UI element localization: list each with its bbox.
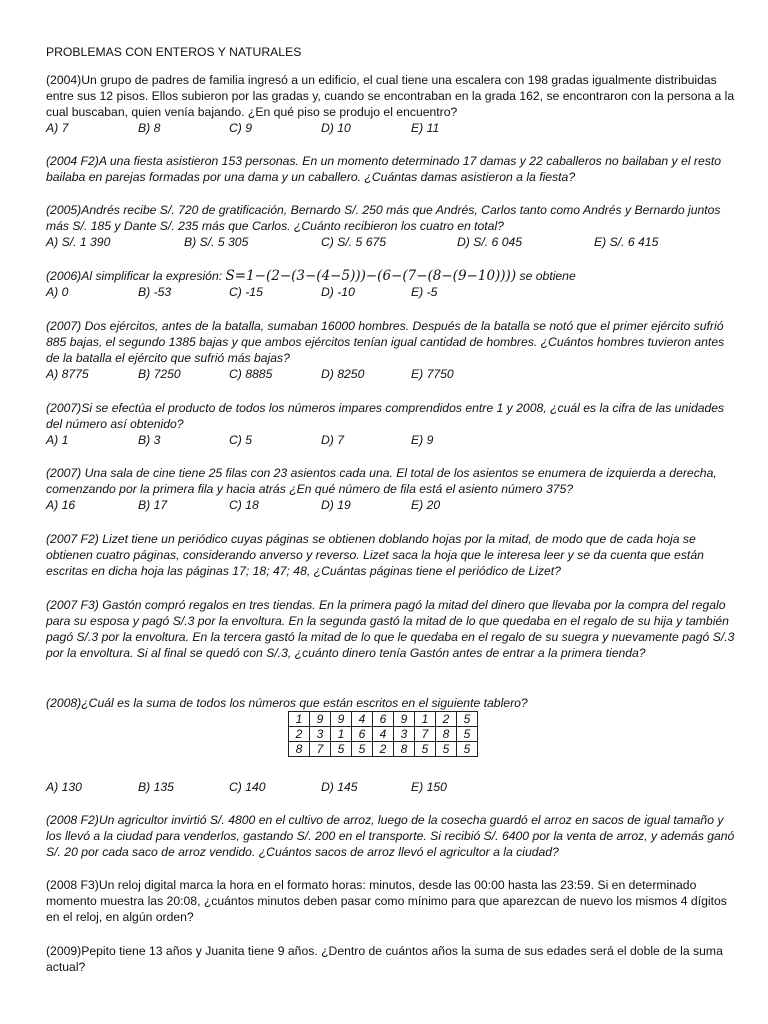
problem-text: (2009)Pepito tiene 13 años y Juanita tiene 9 años. ¿Dentro de cuántos años la suma de sus edades será el doble de la suma actual? bbox=[46, 944, 723, 974]
option-b: B) 7250 bbox=[138, 367, 181, 381]
option-d: D) 19 bbox=[321, 498, 351, 512]
option-c: C) S/. 5 675 bbox=[321, 235, 387, 249]
board-cell: 4 bbox=[352, 712, 373, 727]
board-cell: 1 bbox=[289, 712, 310, 727]
problem-2008-options bbox=[46, 779, 736, 795]
problem-text: (2008 F3)Un reloj digital marca la hora en el formato horas: minutos, desde las 00:00 hasta las 23:59. Si en determinado momento muestra las 20:08, ¿cuántos minutos deben pasar como mínimo para que aparezcan de nuevo los mismos 4 dígitos en el reloj, en algún orden? bbox=[46, 878, 727, 924]
problem-2008-f3 bbox=[46, 877, 736, 925]
option-c: C) 18 bbox=[229, 498, 259, 512]
board-cell: 7 bbox=[310, 742, 331, 757]
option-d: D) 145 bbox=[321, 780, 358, 794]
board-cell: 3 bbox=[310, 727, 331, 742]
problem-2004-f2 bbox=[46, 153, 736, 185]
board-cell: 3 bbox=[394, 727, 415, 742]
problem-text-before: (2006)Al simplificar la expresión: bbox=[46, 269, 223, 283]
answer-options bbox=[46, 497, 736, 513]
problem-text: (2007) Dos ejércitos, antes de la batalla, sumaban 16000 hombres. Después de la batalla se notó que el primer ejército sufrió 885 bajas, el segundo 1385 bajas y que ambos ejércitos tenían igual cantidad de hombres. ¿Cuántos hombres tuvieron antes de la batalla el ejército que sufrió más bajas? bbox=[46, 319, 725, 365]
board-cell: 9 bbox=[331, 712, 352, 727]
problem-2008 bbox=[46, 695, 736, 711]
answer-options bbox=[46, 234, 736, 250]
board-cell: 5 bbox=[415, 742, 436, 757]
board-cell: 4 bbox=[373, 727, 394, 742]
option-e: E) 20 bbox=[411, 498, 441, 512]
problem-text: (2005)Andrés recibe S/. 720 de gratificación, Bernardo S/. 250 más que Andrés, Carlos tanto como Andrés y Bernardo juntos más S/. 185 y Dante S/. 235 más que Carlos. ¿Cuánto recibieron los cuatro en total? bbox=[46, 203, 721, 233]
option-d: D) 7 bbox=[321, 433, 345, 447]
board-cell: 8 bbox=[436, 727, 457, 742]
number-board bbox=[288, 711, 478, 757]
option-d: D) 8250 bbox=[321, 367, 365, 381]
option-a: A) 16 bbox=[46, 498, 76, 512]
answer-options bbox=[46, 432, 736, 448]
problem-2004 bbox=[46, 72, 736, 136]
answer-options bbox=[46, 120, 736, 136]
board-cell: 5 bbox=[331, 742, 352, 757]
option-b: B) 17 bbox=[138, 498, 168, 512]
problem-2007-cine bbox=[46, 465, 736, 513]
option-b: B) 135 bbox=[138, 780, 174, 794]
board-cell: 9 bbox=[310, 712, 331, 727]
problem-2009 bbox=[46, 943, 736, 975]
board-cell: 1 bbox=[415, 712, 436, 727]
problem-text: (2008)¿Cuál es la suma de todos los números que están escritos en el siguiente tablero? bbox=[46, 696, 528, 710]
problem-2007-impares bbox=[46, 400, 736, 448]
board-row bbox=[289, 712, 478, 727]
option-e: E) -5 bbox=[411, 285, 438, 299]
board-cell: 6 bbox=[352, 727, 373, 742]
option-e: E) 11 bbox=[411, 121, 440, 135]
board-cell: 5 bbox=[457, 712, 478, 727]
board-cell: 2 bbox=[289, 727, 310, 742]
option-c: C) 140 bbox=[229, 780, 266, 794]
document-title: PROBLEMAS CON ENTEROS Y NATURALES bbox=[46, 45, 302, 59]
problem-text: (2004 F2)A una fiesta asistieron 153 personas. En un momento determinado 17 damas y 22 caballeros no bailaban y el resto bailaba en parejas formadas por una dama y un caballero. ¿Cuántas damas asistieron a la fiesta? bbox=[46, 154, 722, 184]
option-c: C) -15 bbox=[229, 285, 263, 299]
board-cell: 6 bbox=[373, 712, 394, 727]
option-a: A) 0 bbox=[46, 285, 69, 299]
problem-text: (2004)Un grupo de padres de familia ingresó a un edificio, el cual tiene una escalera con 198 gradas igualmente distribuidas entre sus 12 pisos. Ellos subieron por las gradas y, cuando se encontraban en la grada 162, se encontraron con la persona a la cual buscaban, quien venía bajando. ¿En qué piso se produjo el encuentro? bbox=[46, 73, 735, 119]
option-a: A) 8775 bbox=[46, 367, 89, 381]
board-cell: 2 bbox=[373, 742, 394, 757]
problem-text: (2008 F2)Un agricultor invirtió S/. 4800 en el cultivo de arroz, luego de la cosecha guardó el arroz en sacos de igual tamaño y los llevó a la ciudad para venderlos, gastando S/. 200 en el transporte. Si recibió S/. 6400 por la venta de arroz, y además ganó S/. 20 por cada saco de arroz vendido. ¿Cuántos sacos de arroz llevó el agricultor a la ciudad? bbox=[46, 813, 735, 859]
board-row bbox=[289, 727, 478, 742]
option-b: B) -53 bbox=[138, 285, 172, 299]
option-b: B) 3 bbox=[138, 433, 161, 447]
problem-2006 bbox=[46, 268, 736, 300]
problem-2007-f2 bbox=[46, 531, 736, 579]
option-e: E) S/. 6 415 bbox=[594, 235, 659, 249]
board-cell: 7 bbox=[415, 727, 436, 742]
board-cell: 8 bbox=[394, 742, 415, 757]
option-c: C) 5 bbox=[229, 433, 253, 447]
option-b: B) 8 bbox=[138, 121, 161, 135]
board-cell: 1 bbox=[331, 727, 352, 742]
option-c: C) 9 bbox=[229, 121, 253, 135]
option-d: D) S/. 6 045 bbox=[457, 235, 523, 249]
board-cell: 5 bbox=[436, 742, 457, 757]
problem-line bbox=[46, 268, 736, 284]
option-d: D) 10 bbox=[321, 121, 351, 135]
board-cell: 8 bbox=[289, 742, 310, 757]
problem-2007-ejercitos bbox=[46, 318, 736, 382]
board-cell: 9 bbox=[394, 712, 415, 727]
math-expression: S=1−(2−(3−(4−5)))−(6−(7−(8−(9−10)))) bbox=[225, 268, 517, 284]
problem-text: (2007)Si se efectúa el producto de todos los números impares comprendidos entre 1 y 2008, ¿cuál es la cifra de las unidades del número así obtenido? bbox=[46, 401, 725, 431]
option-d: D) -10 bbox=[321, 285, 355, 299]
board-cell: 5 bbox=[352, 742, 373, 757]
board-cell: 5 bbox=[457, 742, 478, 757]
board-cell: 5 bbox=[457, 727, 478, 742]
answer-options bbox=[46, 284, 736, 300]
problem-text: (2007) Una sala de cine tiene 25 filas con 23 asientos cada una. El total de los asientos se enumera de izquierda a derecha, comenzando por la primera fila y hacia atrás ¿En qué número de fila está el asiento número 375? bbox=[46, 466, 717, 496]
problem-text: (2007 F3) Gastón compró regalos en tres tiendas. En la primera pagó la mitad del dinero que llevaba por la compra del regalo para su esposa y pagó S/.3 por la envoltura. En la segunda gastó la mitad de lo que quedaba en el regalo de su hija y también pagó S/.3 por la envoltura. En la tercera gastó la mitad de lo que le quedaba en el regalo de su suegra y nuevamente pagó S/.3 por la envoltura. Si al final se quedó con S/.3, ¿cuánto dinero tenía Gastón antes de entrar a la primera tienda? bbox=[46, 598, 735, 660]
board-cell: 2 bbox=[436, 712, 457, 727]
problem-2008-f2 bbox=[46, 812, 736, 860]
answer-options bbox=[46, 779, 736, 795]
option-b: B) S/. 5 305 bbox=[184, 235, 249, 249]
option-a: A) 7 bbox=[46, 121, 69, 135]
option-a: A) 130 bbox=[46, 780, 82, 794]
option-a: A) S/. 1 390 bbox=[46, 235, 111, 249]
problem-2007-f3 bbox=[46, 597, 736, 661]
option-e: E) 7750 bbox=[411, 367, 454, 381]
problem-text-after: se obtiene bbox=[519, 269, 576, 283]
option-c: C) 8885 bbox=[229, 367, 273, 381]
problem-2005 bbox=[46, 202, 736, 250]
option-e: E) 150 bbox=[411, 780, 447, 794]
option-e: E) 9 bbox=[411, 433, 434, 447]
answer-options bbox=[46, 366, 736, 382]
option-a: A) 1 bbox=[46, 433, 69, 447]
problem-text: (2007 F2) Lizet tiene un periódico cuyas páginas se obtienen doblando hojas por la mitad, de modo que de cada hoja se obtienen cuatro páginas, considerando anverso y reverso. Lizet saca la hoja que le interesa leer y se da cuenta que están escritas en dicha hoja las páginas 17; 18; 47; 48, ¿Cuántas páginas tiene el periódico de Lizet? bbox=[46, 532, 704, 578]
board-row bbox=[289, 742, 478, 757]
